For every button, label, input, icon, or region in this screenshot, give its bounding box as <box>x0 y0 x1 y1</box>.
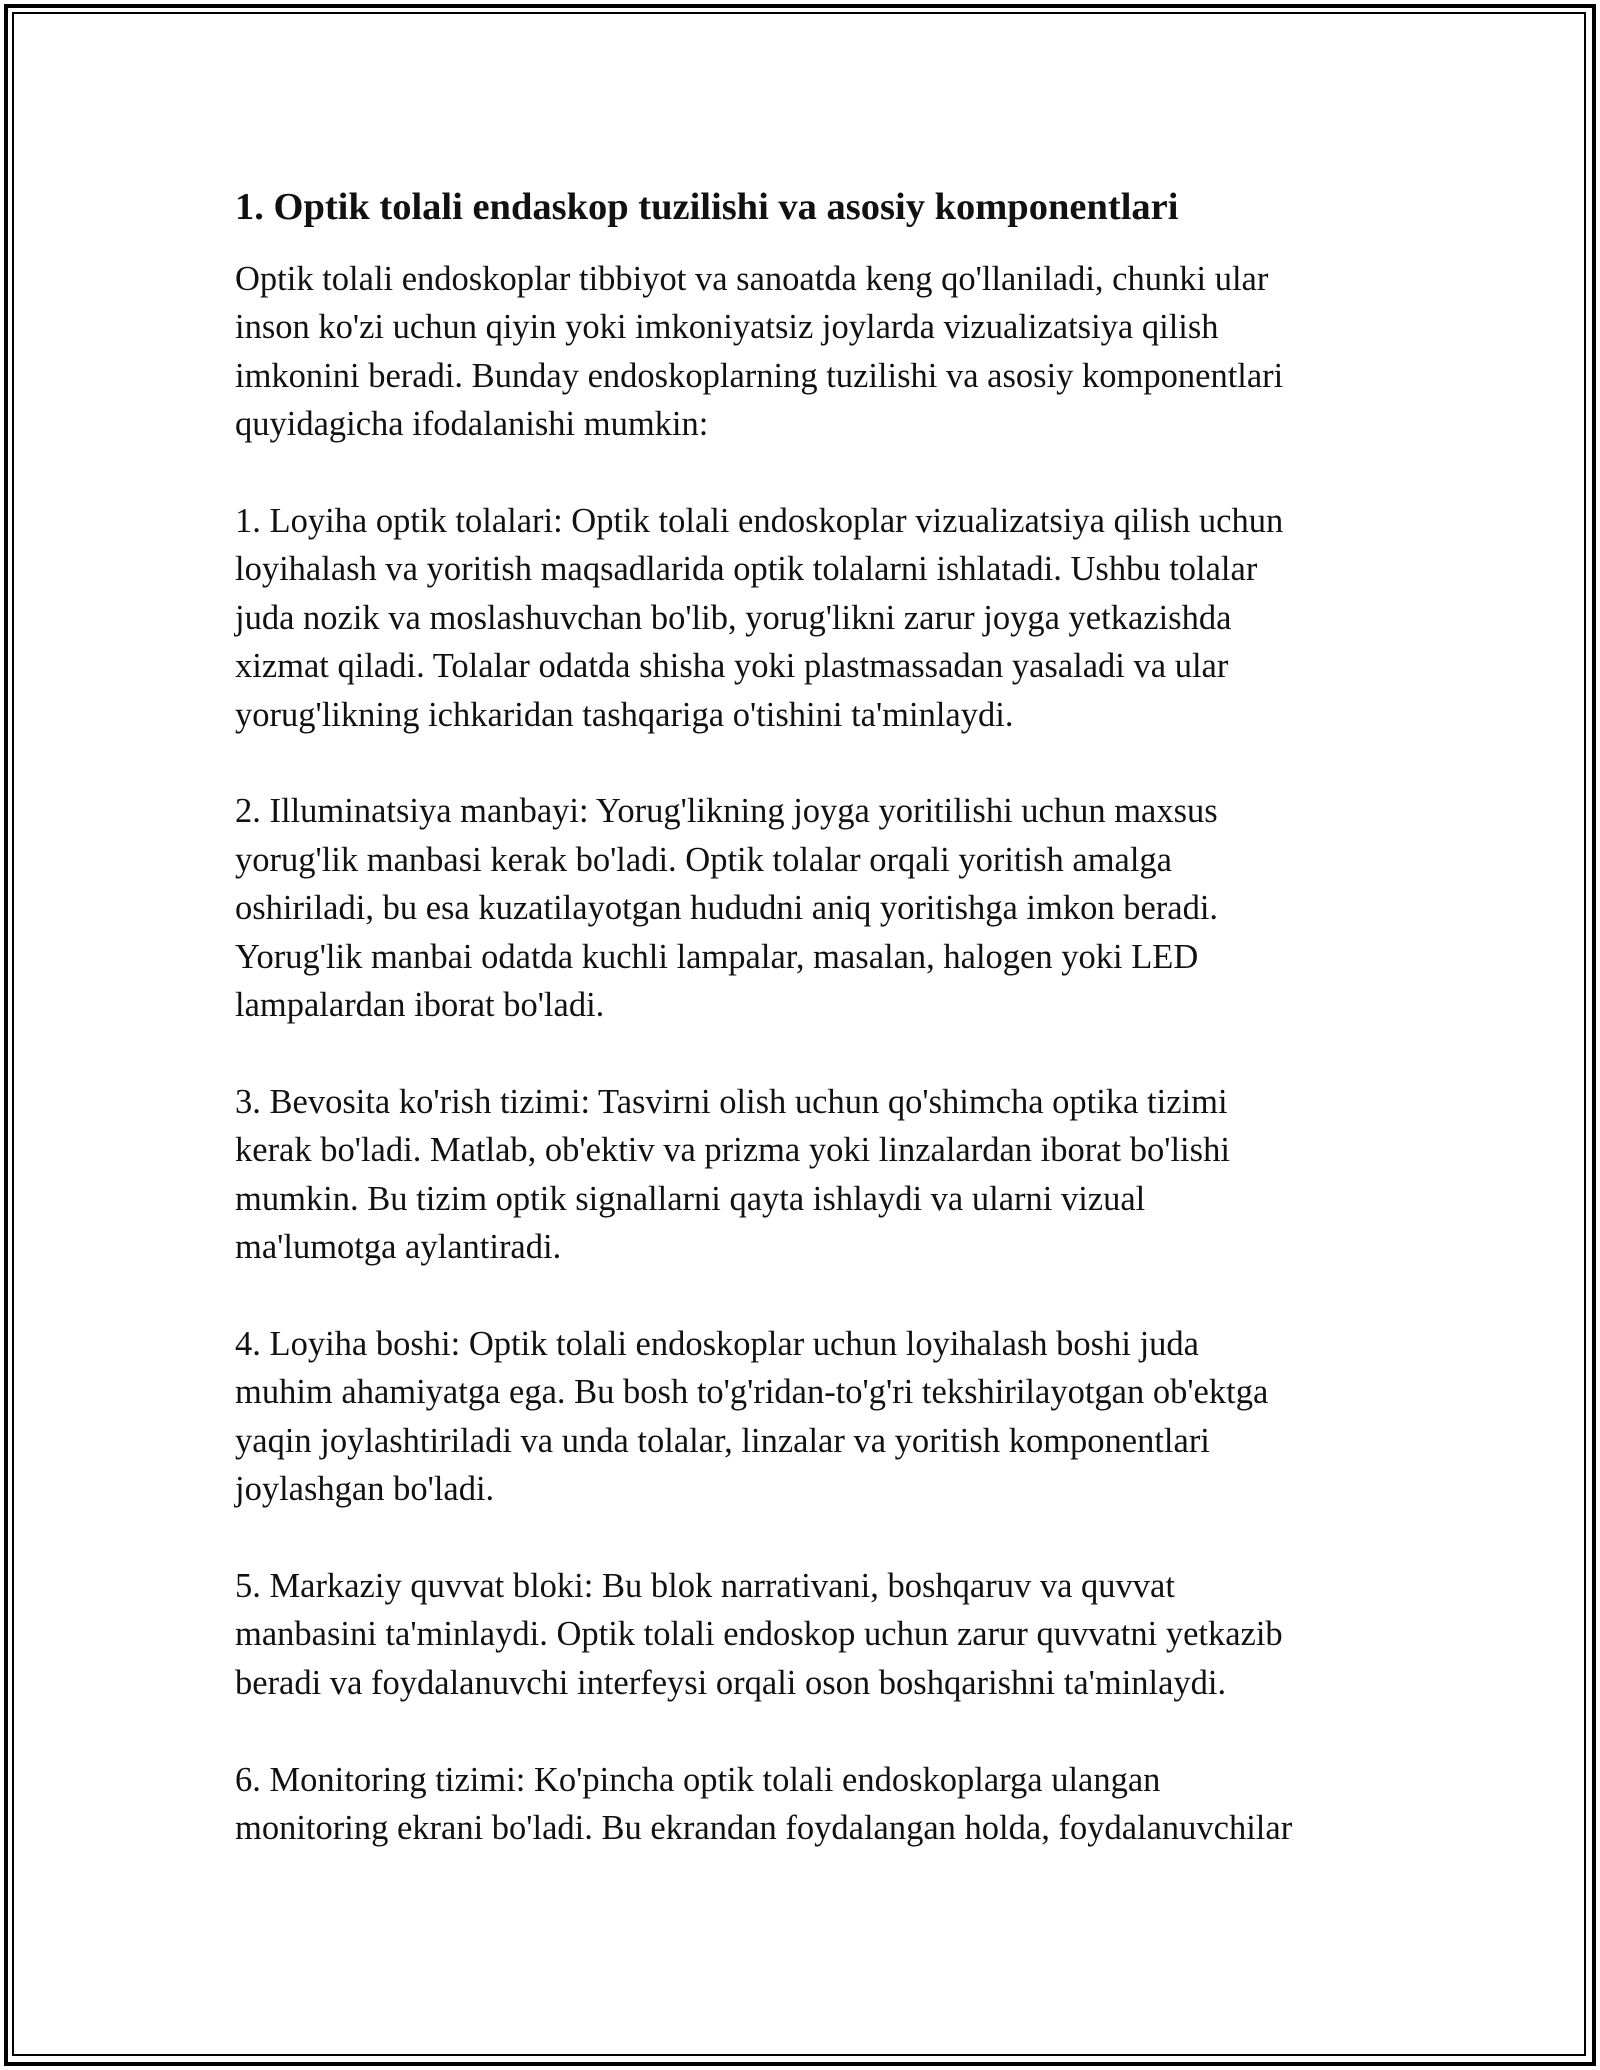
intro-paragraph: Optik tolali endoskoplar tibbiyot va sanoatda keng qo'llaniladi, chunki ular inson ko'zi uchun qiyin yoki imkoniyatsiz joylarda vizualizatsiya qilish imkonini beradi. Bunday endoskoplarning tuzilishi va asosiy komponentlari quyidagicha ifodalanishi mumkin: <box>235 260 1284 444</box>
paragraph-viewing-system: 3. Bevosita ko'rish tizimi: Tasvirni olish uchun qo'shimcha optika tizimi kerak bo'ladi. Matlab, ob'ektiv va prizma yoki linzalardan iborat bo'lishi mumkin. Bu tizim optik signallarni qayta ishlaydi va ularni vizual ma'lumotga aylantiradi. <box>235 1082 1230 1267</box>
paragraph-design-head: 4. Loyiha boshi: Optik tolali endoskoplar uchun loyihalash boshi juda muhim ahamiyatga ega. Bu bosh to'g'ridan-to'g'ri tekshirilayotgan ob'ektga yaqin joylashtiriladi va unda tolalar, linzalar va yoritish komponentlari joylashgan bo'ladi. <box>235 1324 1269 1509</box>
paragraph-monitoring-system: 6. Monitoring tizimi: Ko'pincha optik tolali endoskoplarga ulangan monitoring ekrani bo'ladi. Bu ekrandan foydalangan holda, foydalanuvchilar <box>235 1760 1293 1847</box>
paragraph-illumination-source: 2. Illuminatsiya manbayi: Yorug'likning joyga yoritilishi uchun maxsus yorug'lik manbasi kerak bo'ladi. Optik tolalar orqali yoritish amalga oshiriladi, bu esa kuzatilayotgan hududni aniq yoritishga imkon beradi. Yorug'lik manbai odatda kuchli lampalar, masalan, halogen yoki LED lampalardan iborat bo'ladi. <box>235 792 1219 1025</box>
paragraph-power-unit: 5. Markaziy quvvat bloki: Bu blok narrativani, boshqaruv va quvvat manbasini ta'minlaydi. Optik tolali endoskop uchun zarur quvvatni yetkazib beradi va foydalanuvchi interfeysi orqali oson boshqarishni ta'minlaydi. <box>235 1566 1283 1702</box>
paragraph-optical-fibers: 1. Loyiha optik tolalari: Optik tolali endoskoplar vizualizatsiya qilish uchun loyihalash va yoritish maqsadlarida optik tolalarni ishlatadi. Ushbu tolalar juda nozik va moslashuvchan bo'lib, yorug'likni zarur joyga yetkazishda xizmat qiladi. Tolalar odatda shisha yoki plastmassadan yasaladi va ular yorug'likning ichkaridan tashqariga o'tishini ta'minlaydi. <box>235 502 1284 734</box>
document-body <box>235 183 1385 1901</box>
section-title: 1. Optik tolali endaskop tuzilishi va asosiy komponentlari <box>235 186 1179 228</box>
